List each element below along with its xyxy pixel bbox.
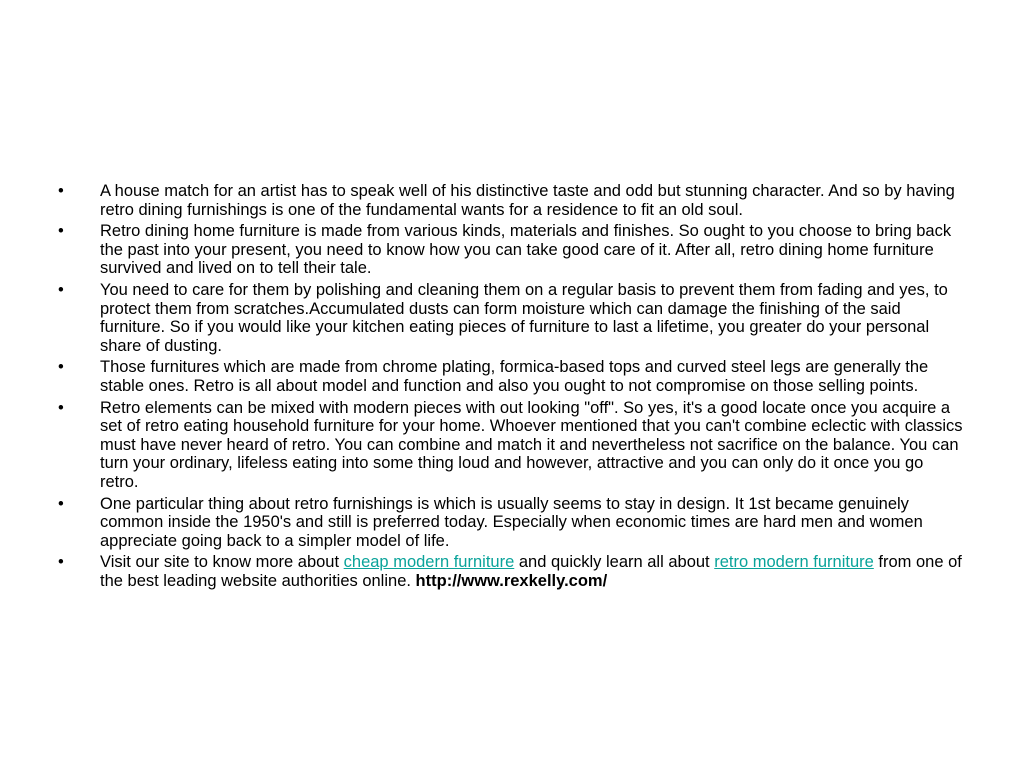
list-item [58,358,964,395]
bullet-icon: • [58,398,64,417]
paragraph-text: One particular thing about retro furnishings is which is usually seems to stay in design. It 1st became genuinely common inside the 1950's and still is preferred today. Especially when economic times are hard men and women appreciate going back to a simpler model of life. [100,494,923,550]
list-item [58,182,964,219]
list-item [58,399,964,492]
list-item [58,495,964,551]
final-text-1: Visit our site to know more about [100,553,344,572]
bullet-icon: • [58,182,64,200]
retro-modern-furniture-link[interactable]: retro modern furniture [714,553,874,572]
paragraph-text: Retro dining home furniture is made from various kinds, materials and finishes. So ought to you choose to bring back the past into your present, you need to know how you can take good care of it. After all, retro dining home furniture survived and lived on to tell their tale. [100,222,952,278]
bullet-icon: • [58,494,64,513]
list-item-final [58,553,964,590]
list-item [58,222,964,278]
list-item [58,281,964,355]
paragraph-text: Retro elements can be mixed with modern pieces with out looking "off". So yes, it's a good locate once you acquire a set of retro eating household furniture for your home. Whoever mentioned that you can't combine eclectic with classics must have never heard of retro. You can combine and match it and nevertheless not sacrifice on the balance. You can turn your ordinary, lifeless eating into some thing loud and however, attractive and you can only do it once you go retro. [100,398,963,491]
bullet-icon: • [58,358,64,377]
bullet-icon: • [58,553,64,572]
final-text-2: and quickly learn all about [514,553,715,572]
bullet-icon: • [58,222,64,241]
website-url: http://www.rexkelly.com/ [415,571,608,590]
final-text-3: from one of the best leading website authorities online. [100,553,962,590]
paragraph-text: A house match for an artist has to speak well of his distinctive taste and odd but stunning character. And so by having retro dining furnishings is one of the fundamental wants for a residence to fit an old soul. [100,182,955,219]
cheap-modern-furniture-link[interactable]: cheap modern furniture [343,553,515,572]
bullet-icon: • [58,280,64,299]
bullet-list [58,182,964,593]
paragraph-text: You need to care for them by polishing and cleaning them on a regular basis to prevent them from fading and yes, to protect them from scratches.Accumulated dusts can form moisture which can damage the finishing of the said furniture. So if you would like your kitchen eating pieces of furniture to last a lifetime, you greater do your personal share of dusting. [100,280,948,355]
paragraph-text: Those furnitures which are made from chrome plating, formica-based tops and curved steel legs are generally the stable ones. Retro is all about model and function and also you ought to not compromise on those selling points. [100,358,929,395]
